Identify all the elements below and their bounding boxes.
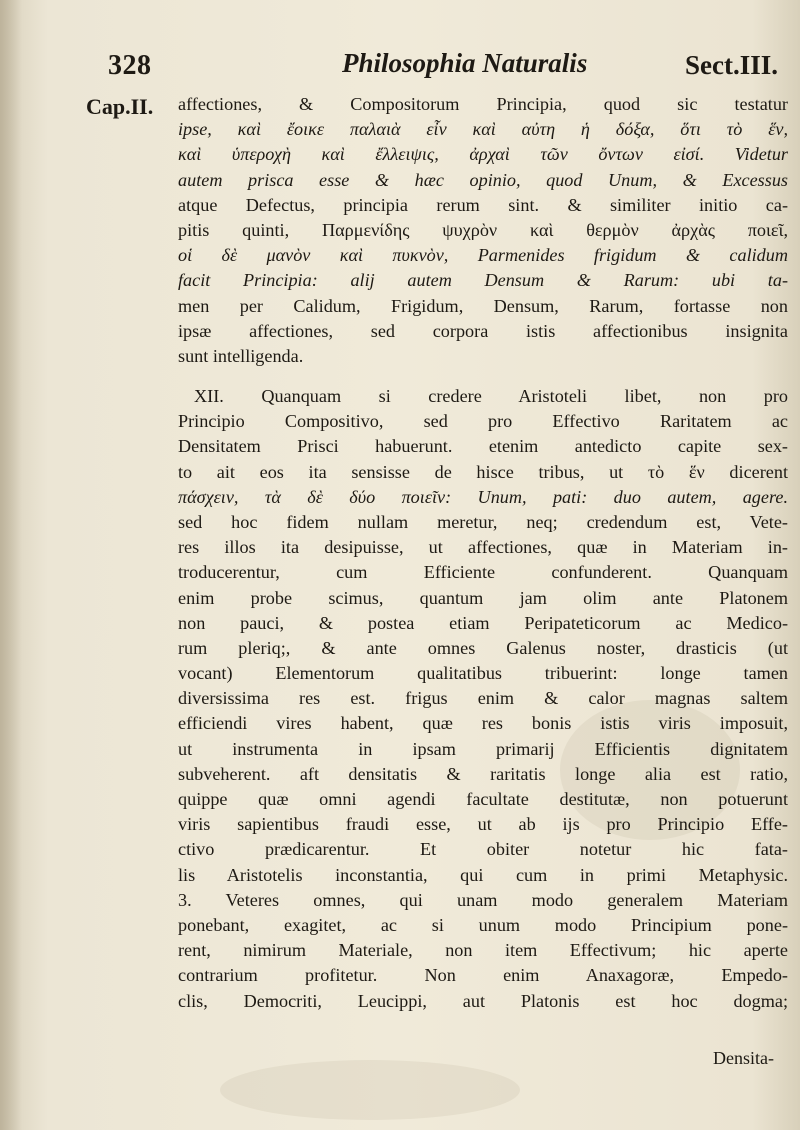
text-line: men per Calidum, Frigidum, Densum, Rarum, fortasse non — [178, 295, 788, 316]
gutter-shadow — [0, 0, 22, 1130]
text-line: ut instrumenta in ipsam primarij Efficientis dignitatem — [178, 738, 788, 759]
text-line: to ait eos ita sensisse de hisce tribus, ut τὸ ἕν dicerent — [178, 461, 788, 482]
text-line: πάσχειν, τὰ δὲ δύο ποιεῖν: Unum, pati: duo autem, agere. — [178, 486, 788, 507]
text-line: ponebant, exagitet, ac si unum modo Principium pone- — [178, 914, 788, 935]
text-line: sed hoc fidem nullam meretur, neq; credendum est, Vete- — [178, 511, 788, 532]
text-line: atque Defectus, principia rerum sint. & similiter initio ca- — [178, 194, 788, 215]
chapter-marginal-note: Cap.II. — [86, 94, 154, 119]
paragraph-1 — [178, 92, 788, 369]
text-line: enim probe scimus, quantum jam olim ante Platonem — [178, 587, 788, 608]
text-line: affectiones, & Compositorum Principia, quod sic testatur — [178, 94, 788, 114]
text-line: Principio Compositivo, sed pro Effectivo Raritatem ac — [178, 411, 788, 432]
text-line: pitis quinti, Παρμενίδης ψυχρὸν καὶ θερμὸν ἀρχὰς ποιεῖ, — [178, 219, 788, 240]
text-line: contrarium profitetur. Non enim Anaxagoræ, Empedo- — [178, 965, 788, 986]
section-mark: Sect.III. — [685, 50, 778, 80]
text-line: rent, nimirum Materiale, non item Effectivum; hic aperte — [178, 940, 788, 961]
text-line: non pauci, & postea etiam Peripateticorum ac Medico- — [178, 612, 788, 633]
paper-stain — [220, 1060, 520, 1120]
text-line: sunt intelligenda. — [178, 345, 304, 366]
text-line: autem prisca esse & hæc opinio, quod Unum, & Excessus — [178, 169, 788, 190]
text-line: facit Principia: alij autem Densum & Rarum: ubi ta- — [178, 270, 788, 291]
text-line: καὶ ὑπεροχὴ καὶ ἔλλειψις, ἀρχαὶ τῶν ὄντων εἰσί. Videtur — [178, 144, 788, 165]
text-line: Densitatem Prisci habuerunt. etenim antedicto capite sex- — [178, 436, 788, 457]
text-line: rum pleriq;, & ante omnes Galenus noster, drasticis (ut — [178, 637, 788, 658]
text-line: diversissima res est. frigus enim & calor magnas saltem — [178, 688, 788, 709]
text-line: lis Aristotelis inconstantia, qui cum in primi Metaphysic. — [178, 864, 788, 885]
page-number: 328 — [108, 50, 152, 81]
text-line: viris sapientibus fraudi esse, ut ab ijs pro Principio Effe- — [178, 814, 788, 835]
text-line: res illos ita desipuisse, ut affectiones, quæ in Materiam in- — [178, 537, 788, 558]
text-line: ipsæ affectiones, sed corpora istis affectionibus insignita — [178, 320, 788, 341]
text-line: XII. Quanquam si credere Aristoteli libet, non pro — [194, 386, 788, 406]
paragraph-2 — [178, 384, 788, 1014]
text-line: ipse, καὶ ἔοικε παλαιὰ εἶν καὶ αὐτη ἡ δόξα, ὅτι τὸ ἕν, — [178, 119, 788, 140]
text-line: quippe quæ omni agendi facultate destitutæ, non potuerunt — [178, 789, 788, 809]
text-line: ctivo prædicarentur. Et obiter notetur hic fata- — [178, 839, 788, 860]
text-line: troducerentur, cum Efficiente confunderent. Quanquam — [178, 562, 788, 583]
running-title: Philosophia Naturalis — [342, 48, 588, 78]
text-line: subveherent. aft densitatis & raritatis longe alia est ratio, — [178, 763, 788, 784]
text-line: efficiendi vires habent, quæ res bonis istis viris imposuit, — [178, 713, 788, 734]
text-line: οἱ δὲ μανὸν καὶ πυκνὸν, Parmenides frigidum & calidum — [178, 245, 788, 266]
catchword: Densita- — [713, 1048, 774, 1068]
text-line: 3. Veteres omnes, qui unam modo generalem Materiam — [178, 889, 788, 910]
running-head — [108, 46, 778, 86]
text-line: clis, Democriti, Leucippi, aut Platonis est hoc dogma; — [178, 990, 788, 1011]
text-line: vocant) Elementorum qualitatibus tribuerint: longe tamen — [178, 663, 788, 684]
